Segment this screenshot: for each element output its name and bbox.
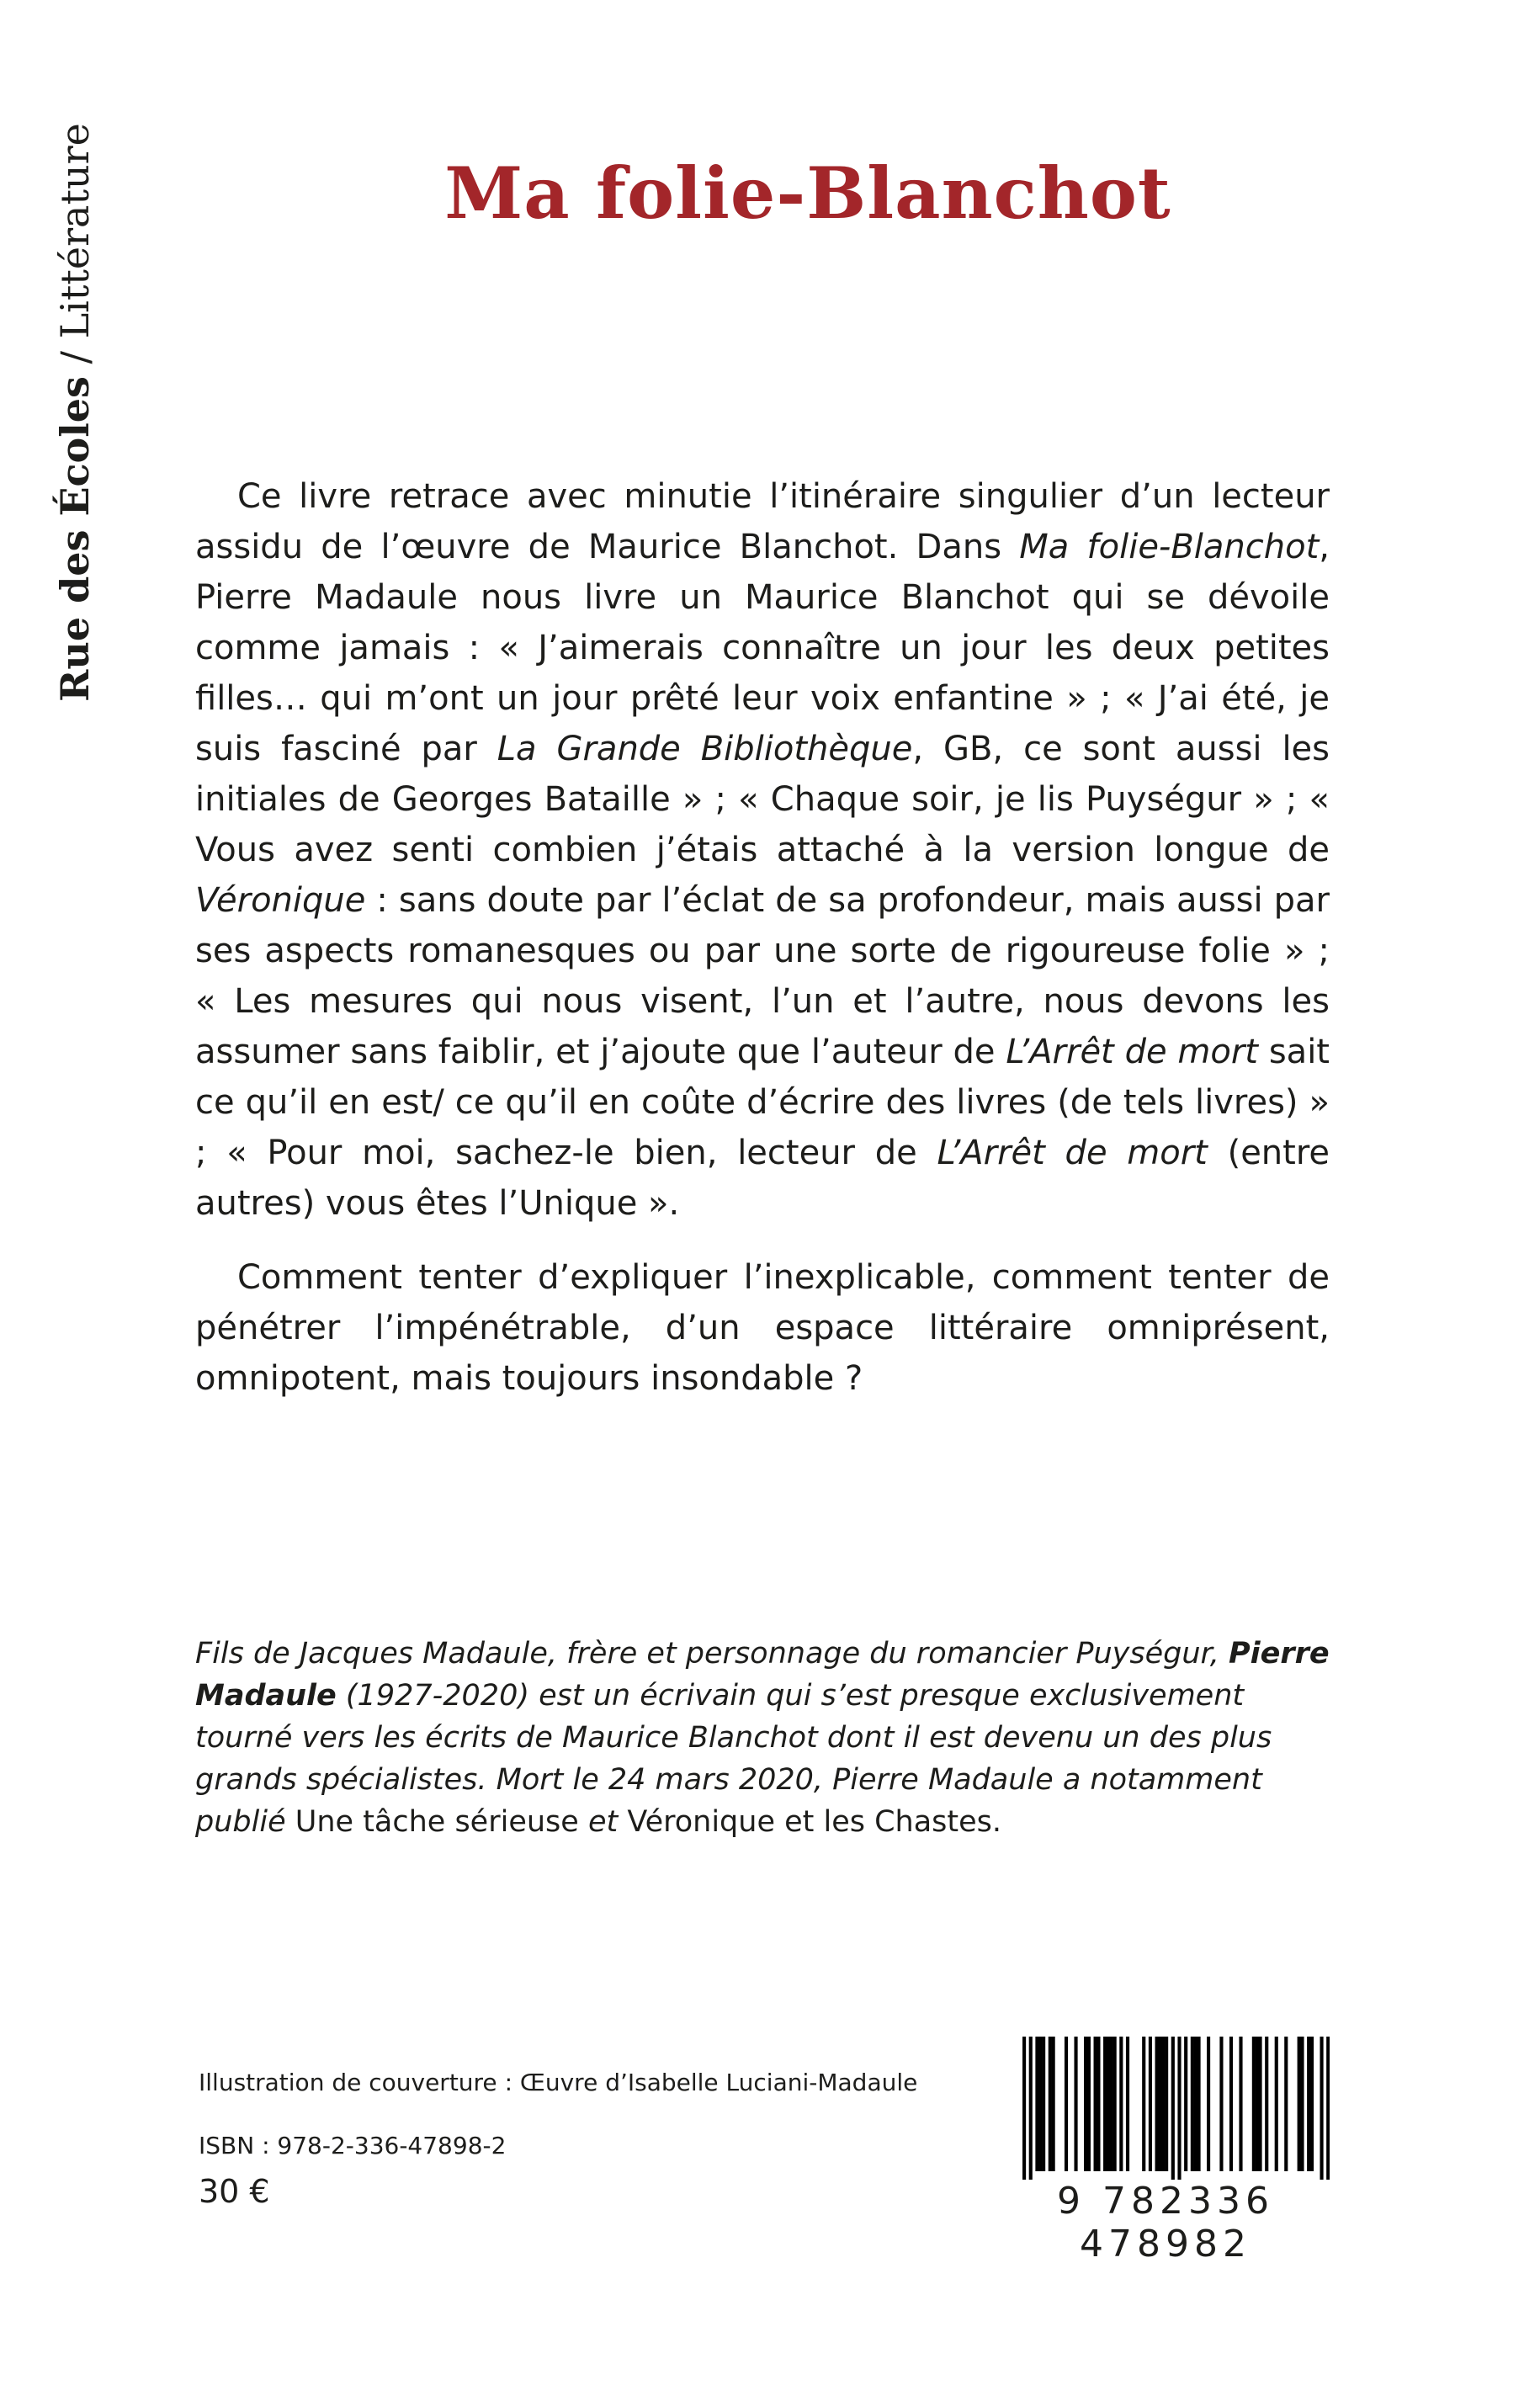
blurb-text: , GB, ce sont aussi les initiales de Georges Bataille » ; « Chaque soir, je lis Puységur » ; « Vous avez senti combien j’étais attaché à la version longue de xyxy=(195,730,1330,869)
barcode-bar xyxy=(1049,2037,1052,2171)
barcode-bar xyxy=(1171,2037,1175,2180)
barcode-bar xyxy=(1310,2037,1314,2171)
barcode-bar xyxy=(1207,2037,1210,2171)
barcode-bar xyxy=(1229,2037,1233,2171)
italic-title-ref: L’Arrêt de mort xyxy=(937,1134,1208,1172)
barcode-bar xyxy=(1029,2037,1033,2180)
barcode-bar xyxy=(1052,2037,1055,2171)
barcode-bar xyxy=(1184,2037,1187,2171)
price: 30 € xyxy=(199,2173,270,2210)
barcode-bar xyxy=(1300,2037,1304,2171)
blurb-text: , Pierre Madaule nous livre un Maurice Blanchot qui se dévoile comme jamais : « J’aimerais connaître un jour les deux petites filles… qui m’ont un jour prêté leur voix enfantine » ; « J’ai été, je suis fasciné par xyxy=(195,528,1330,768)
barcode-bar xyxy=(1084,2037,1087,2171)
category-name: Littérature xyxy=(52,123,98,339)
author-name: Pierre Madaule xyxy=(195,1637,1330,1713)
barcode-bar xyxy=(1256,2037,1259,2171)
italic-title-ref: Véronique xyxy=(195,881,366,920)
blurb-text: sait ce qu’il en est/ ce qu’il en coûte d’écrire des livres (de tels livres) » ; « Pour moi, sachez-le bien, lecteur de xyxy=(195,1033,1330,1172)
author-bio xyxy=(195,1633,1330,1843)
bio-text: Une tâche sérieuse xyxy=(295,1805,579,1839)
blurb-text: : sans doute par l’éclat de sa profondeur, mais aussi par ses aspects romanesques ou par une sorte de rigoureuse folie » ; « Les mesures qui nous visent, l’un et l’autre, nous devons les assumer sans faiblir, et j’ajoute que l’auteur de xyxy=(195,881,1330,1071)
barcode-bar xyxy=(1275,2037,1278,2171)
barcode-bar xyxy=(1258,2037,1261,2171)
barcode-digits: 9 782336 478982 xyxy=(1057,2180,1274,2265)
isbn: ISBN : 978-2-336-47898-2 xyxy=(199,2132,507,2159)
blurb-paragraph-2: Comment tenter d’expliquer l’inexplicable, comment tenter de pénétrer l’impénétrable, d’un espace littéraire omniprésent, omnipotent, mais toujours insondable ? xyxy=(195,1258,1330,1398)
barcode-bar xyxy=(1107,2037,1110,2171)
bio-text: (1927-2020) est un écrivain qui s’est presque exclusivement tourné vers les écrits de Maurice Blanchot dont il est devenu un des plus grands spécialistes. Mort le 24 mars 2020, Pierre Madaule a notamment publié xyxy=(195,1679,1272,1839)
barcode-bar xyxy=(1035,2037,1038,2171)
bio-text: Fils de Jacques Madaule, frère et personnage du romancier Puységur, xyxy=(195,1637,1229,1671)
barcode-bar xyxy=(1298,2037,1301,2171)
barcode-bar xyxy=(1142,2037,1145,2171)
barcode xyxy=(1006,2037,1330,2265)
barcode-bar xyxy=(1065,2037,1068,2171)
blurb-paragraph-1 xyxy=(195,471,1330,1229)
barcode-bar xyxy=(1022,2037,1026,2180)
barcode-bar xyxy=(1094,2037,1097,2171)
barcode-bar xyxy=(1219,2037,1223,2171)
bio-text: et xyxy=(578,1805,628,1839)
book-title: Ma folie-Blanchot xyxy=(444,151,1171,235)
barcode-bars-icon xyxy=(1006,2037,1330,2180)
bio-text: . xyxy=(991,1805,1002,1839)
barcode-bar xyxy=(1320,2037,1323,2180)
barcode-bar xyxy=(1149,2037,1152,2171)
bio-text: Véronique et les Chastes xyxy=(627,1805,992,1839)
blurb-text: Ce livre retrace avec minutie l’itinéraire singulier d’un lecteur assidu de l’œuvre de Maurice Blanchot. Dans xyxy=(195,477,1330,566)
barcode-bar xyxy=(1103,2037,1107,2171)
italic-title-ref: Ma folie-Blanchot xyxy=(1019,528,1320,566)
barcode-bar xyxy=(1074,2037,1077,2171)
barcode-bar xyxy=(1119,2037,1123,2171)
barcode-bar xyxy=(1126,2037,1129,2171)
barcode-bar xyxy=(1239,2037,1242,2171)
spine-separator: / xyxy=(52,338,98,377)
series-name: Rue des Écoles xyxy=(52,376,98,702)
barcode-bar xyxy=(1252,2037,1256,2171)
blurb-text: (entre autres) vous êtes l’Unique ». xyxy=(195,1134,1330,1223)
barcode-bar xyxy=(1194,2037,1197,2171)
barcode-bar xyxy=(1097,2037,1100,2171)
barcode-bar xyxy=(1155,2037,1159,2171)
barcode-bar xyxy=(1265,2037,1268,2171)
barcode-bar xyxy=(1191,2037,1194,2171)
italic-title-ref: La Grande Bibliothèque xyxy=(497,730,913,768)
barcode-bar xyxy=(1161,2037,1165,2171)
barcode-bar xyxy=(1038,2037,1042,2171)
barcode-bar xyxy=(1158,2037,1161,2171)
barcode-bar xyxy=(1326,2037,1330,2180)
barcode-bar xyxy=(1307,2037,1310,2171)
cover-illustration-credit: Illustration de couverture : Œuvre d’Isabelle Luciani-Madaule xyxy=(199,2069,918,2096)
barcode-bar xyxy=(1165,2037,1168,2171)
barcode-bar xyxy=(1042,2037,1045,2171)
barcode-bar xyxy=(1197,2037,1200,2171)
barcode-bar xyxy=(1177,2037,1181,2180)
barcode-bar xyxy=(1284,2037,1288,2171)
barcode-bar xyxy=(1113,2037,1117,2171)
barcode-bar xyxy=(1087,2037,1091,2171)
barcode-bar xyxy=(1110,2037,1113,2171)
italic-title-ref: L’Arrêt de mort xyxy=(1006,1033,1258,1071)
back-cover-blurb xyxy=(195,471,1330,1427)
